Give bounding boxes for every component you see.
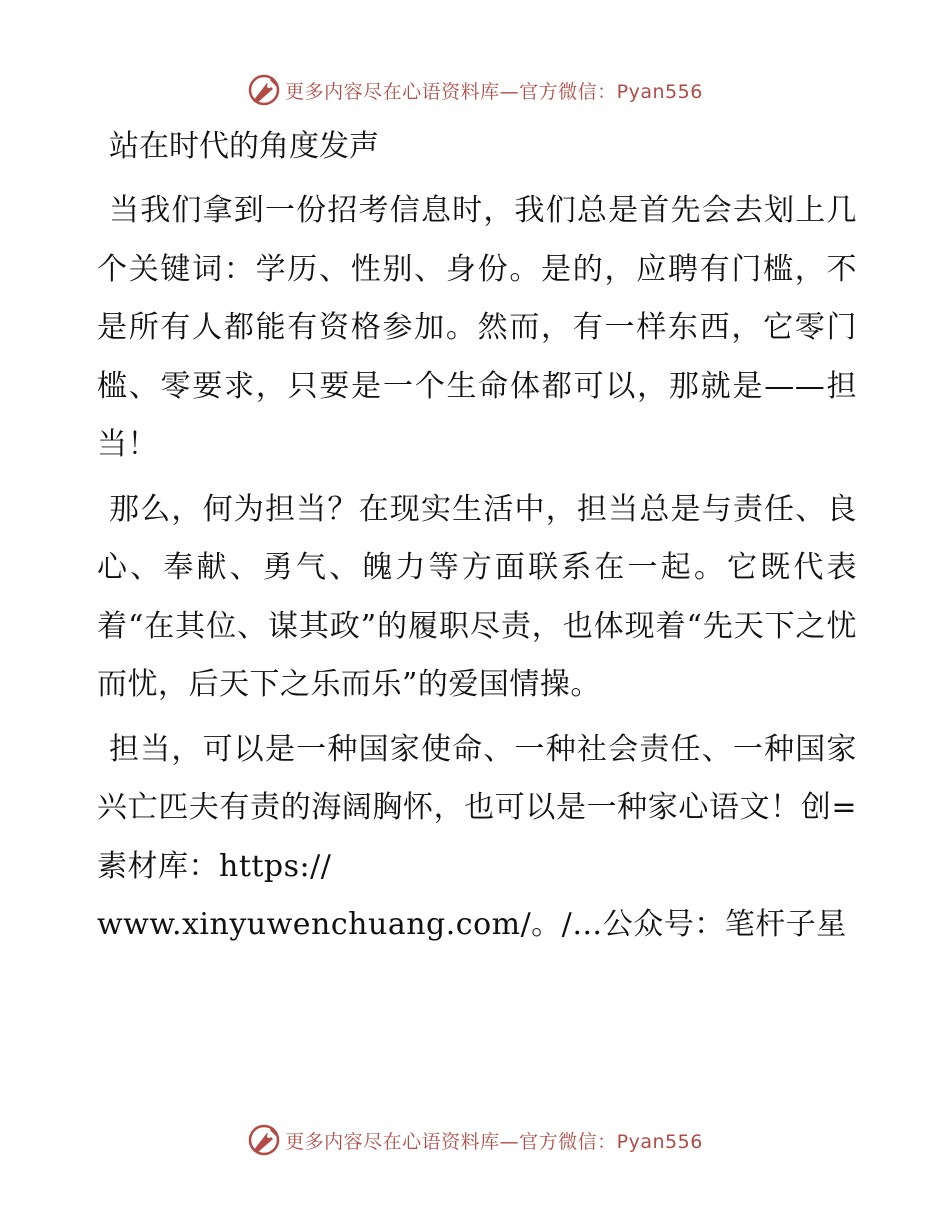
footer-banner [0, 1120, 950, 1160]
header-banner [0, 70, 950, 110]
header-banner-text: 更多内容尽在心语资料库—官方微信：Pyan556 [285, 80, 703, 103]
source-url-line: www.xinyuwenchuang.com/。/…公众号：笔杆子星 [97, 907, 847, 942]
pen-nib-logo-icon [247, 1123, 281, 1157]
document-title: 站在时代的角度发声 [109, 129, 379, 164]
paragraph-1: 当我们拿到一份招考信息时，我们总是首先会去划上几个关键词：学历、性别、身份。是的，应聘有门槛，不是所有人都能有资格参加。然而，有一样东西，它零门槛、零要求，只要是一个生命体都可以，那就是——担当！ [97, 193, 857, 462]
paragraph-2: 那么，何为担当？在现实生活中，担当总是与责任、良心、奉献、勇气、魄力等方面联系在一起。它既代表着“在其位、谋其政”的履职尽责，也体现着“先天下之忧而忧，后天下之乐而乐”的爱国情操。 [97, 491, 857, 702]
document-body [97, 118, 857, 961]
pen-nib-logo-icon [247, 73, 281, 107]
paragraph-3 [97, 721, 857, 955]
footer-banner-text: 更多内容尽在心语资料库—官方微信：Pyan556 [285, 1130, 703, 1153]
paragraph-3-text: 担当，可以是一种国家使命、一种社会责任、一种国家兴亡匹夫有责的海阔胸怀，也可以是一种家心语文！创=素材库：https:// [97, 731, 857, 884]
